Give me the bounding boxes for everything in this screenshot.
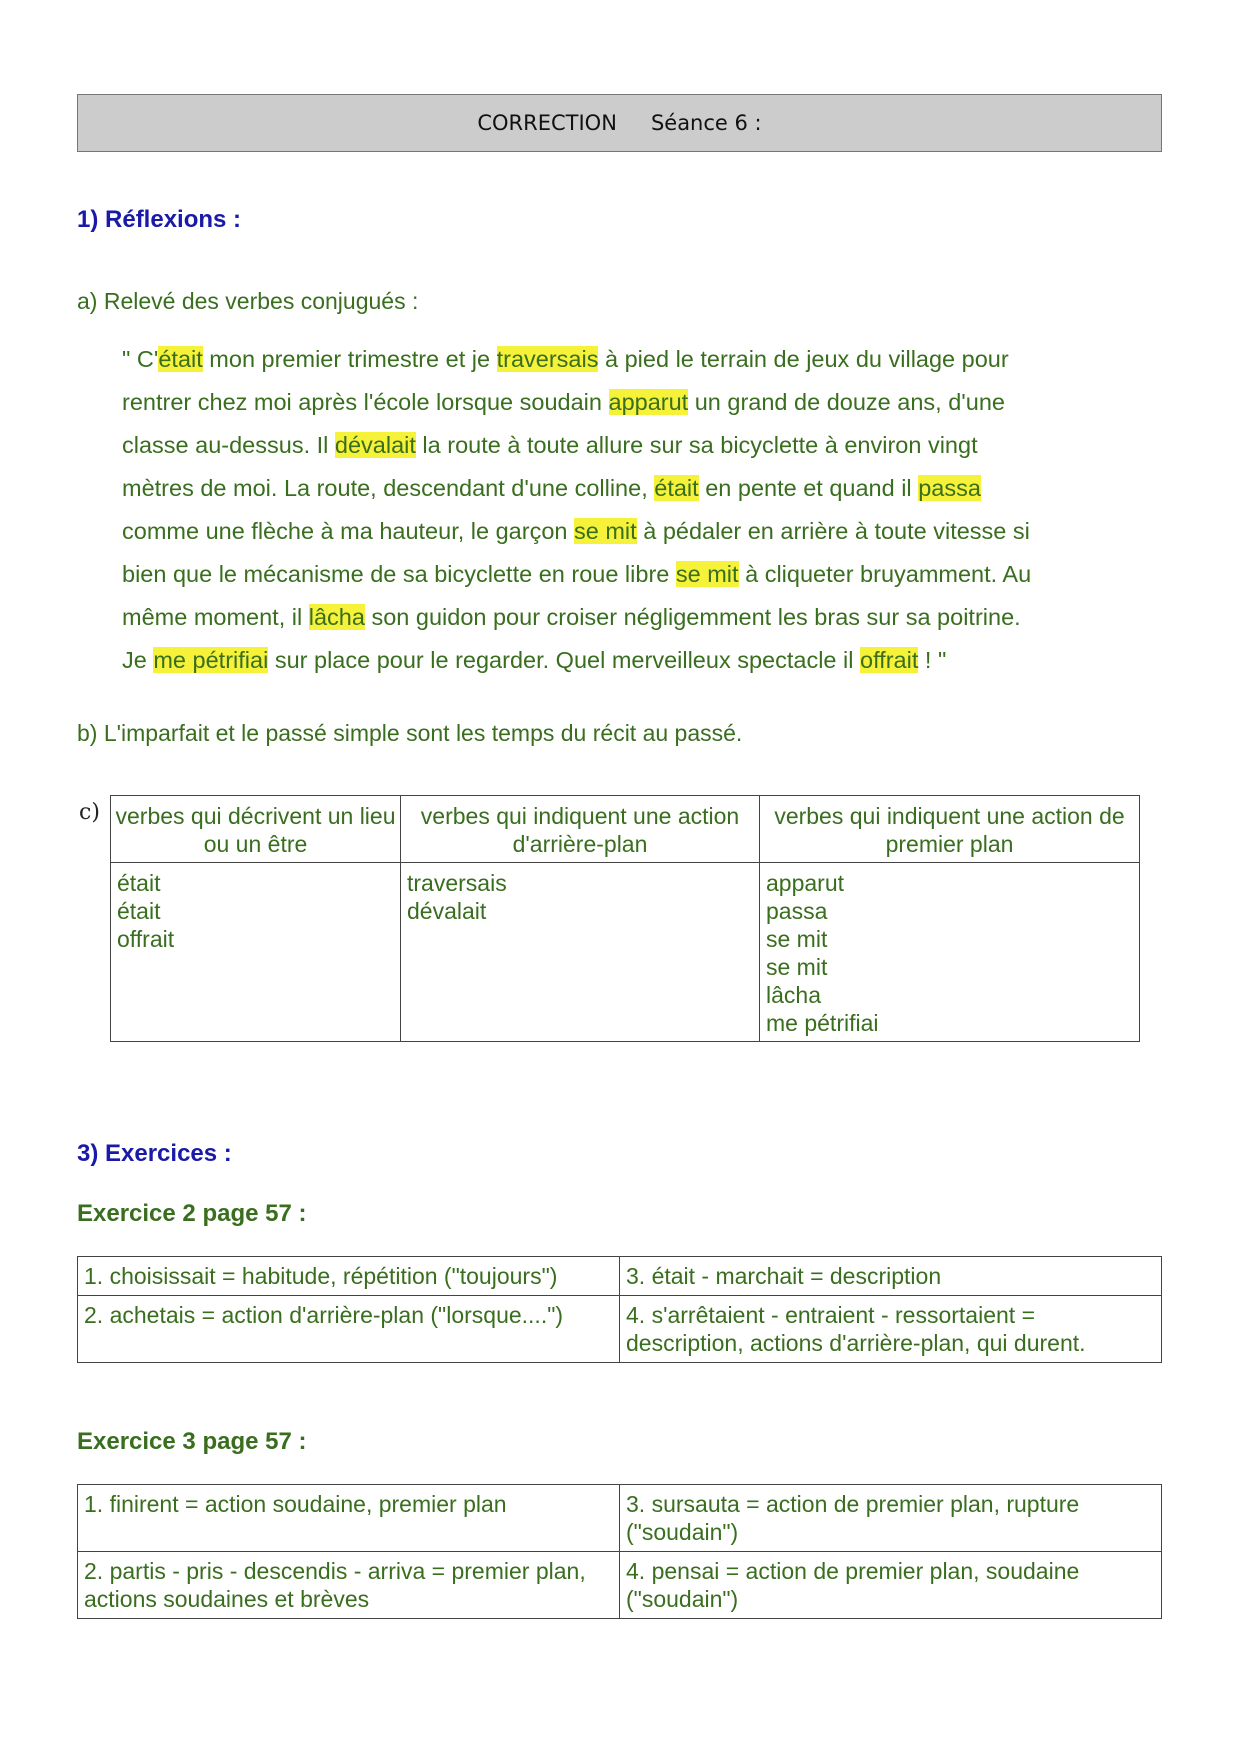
passage-text: mon premier trimestre et je: [202, 346, 497, 372]
passage-text: sur place pour le regarder. Quel merveilleux spectacle il: [268, 647, 860, 673]
table-header-row: [111, 796, 1140, 863]
table-row: [78, 1485, 1162, 1552]
highlighted-verb: passa: [918, 475, 981, 501]
passage-line: [122, 596, 1122, 639]
header-cell: verbes qui indiquent une action de premier plan: [760, 796, 1140, 863]
section-title-exercices: 3) Exercices :: [77, 1140, 232, 1167]
verbs-background-cell: [401, 863, 760, 1042]
passage-text: à pédaler en arrière à toute vitesse si: [636, 518, 1030, 544]
highlighted-verb: me pétrifiai: [153, 647, 269, 673]
passage-line: [122, 424, 1122, 467]
passage-text: mètres de moi. La route, descendant d'une colline,: [122, 475, 655, 501]
verb-item: traversais: [407, 870, 507, 896]
verb-item: passa: [766, 898, 828, 924]
table-row: [78, 1296, 1162, 1363]
label-a: a) Relevé des verbes conjugués :: [77, 288, 419, 314]
passage-text: rentrer chez moi après l'école lorsque soudain: [122, 389, 609, 415]
verbs-description-cell: [111, 863, 401, 1042]
highlighted-verb: traversais: [496, 346, 599, 372]
table-row: [111, 863, 1140, 1042]
verb-item: se mit: [766, 954, 828, 980]
highlighted-verb: était: [158, 346, 203, 372]
table-row: [78, 1552, 1162, 1619]
exercise-3-title: Exercice 3 page 57 :: [77, 1428, 307, 1455]
verb-item: se mit: [766, 926, 828, 952]
quoted-passage: [122, 338, 1122, 682]
passage-line: [122, 553, 1122, 596]
highlighted-verb: apparut: [608, 389, 689, 415]
table-cell: 4. s'arrêtaient - entraient - ressortaient = description, actions d'arrière-plan, qui durent.: [620, 1296, 1162, 1363]
verb-item: lâcha: [766, 982, 821, 1008]
passage-text: à cliqueter bruyamment. Au: [738, 561, 1032, 587]
passage-text: Je: [122, 647, 154, 673]
highlighted-verb: lâcha: [308, 604, 365, 630]
table-cell: 2. achetais = action d'arrière-plan ("lorsque...."): [78, 1296, 620, 1363]
header-seance: Séance 6 :: [650, 111, 762, 135]
verb-classification-table: [110, 795, 1140, 1042]
header-cell: verbes qui décrivent un lieu ou un être: [111, 796, 401, 863]
header-correction: CORRECTION: [477, 111, 617, 135]
table-cell: 2. partis - pris - descendis - arriva = premier plan, actions soudaines et brèves: [78, 1552, 620, 1619]
highlighted-verb: était: [654, 475, 699, 501]
passage-text: la route à toute allure sur sa bicyclette à environ vingt: [415, 432, 978, 458]
highlighted-verb: offrait: [860, 647, 919, 673]
table-cell: 4. pensai = action de premier plan, soudaine ("soudain"): [620, 1552, 1162, 1619]
passage-text: en pente et quand il: [698, 475, 919, 501]
passage-text: bien que le mécanisme de sa bicyclette en roue libre: [122, 561, 676, 587]
verb-item: dévalait: [407, 898, 487, 924]
verb-item: me pétrifiai: [766, 1010, 879, 1036]
exercise-3-table: [77, 1484, 1162, 1619]
table-cell: 1. choisissait = habitude, répétition ("toujours"): [78, 1257, 620, 1296]
table-cell: 1. finirent = action soudaine, premier plan: [78, 1485, 620, 1552]
passage-line: [122, 639, 1122, 682]
verb-item: était: [117, 898, 161, 924]
table-cell: 3. était - marchait = description: [620, 1257, 1162, 1296]
label-c: c): [79, 800, 100, 825]
table-cell: 3. sursauta = action de premier plan, rupture ("soudain"): [620, 1485, 1162, 1552]
passage-line: [122, 381, 1122, 424]
passage-text: à pied le terrain de jeux du village pour: [598, 346, 1009, 372]
passage-text: " C': [122, 346, 159, 372]
verbs-foreground-cell: [760, 863, 1140, 1042]
passage-text: un grand de douze ans, d'une: [688, 389, 1005, 415]
passage-text: son guidon pour croiser négligemment les bras sur sa poitrine.: [364, 604, 1021, 630]
verb-item: était: [117, 870, 161, 896]
passage-line: [122, 338, 1122, 381]
passage-line: [122, 467, 1122, 510]
passage-line: [122, 510, 1122, 553]
passage-text: classe au-dessus. Il: [122, 432, 335, 458]
highlighted-verb: dévalait: [334, 432, 416, 458]
section-title-reflexions: 1) Réflexions :: [77, 206, 242, 233]
highlighted-verb: se mit: [574, 518, 637, 544]
verb-item: offrait: [117, 926, 175, 952]
header-cell: verbes qui indiquent une action d'arrière-plan: [401, 796, 760, 863]
verb-item: apparut: [766, 870, 845, 896]
table-row: [78, 1257, 1162, 1296]
exercise-2-title: Exercice 2 page 57 :: [77, 1200, 307, 1227]
highlighted-verb: se mit: [675, 561, 739, 587]
passage-text: même moment, il: [122, 604, 309, 630]
passage-text: ! ": [918, 647, 947, 673]
exercise-2-table: [77, 1256, 1162, 1363]
header-box: [77, 94, 1162, 152]
label-b: b) L'imparfait et le passé simple sont les temps du récit au passé.: [77, 720, 743, 746]
passage-text: comme une flèche à ma hauteur, le garçon: [122, 518, 574, 544]
